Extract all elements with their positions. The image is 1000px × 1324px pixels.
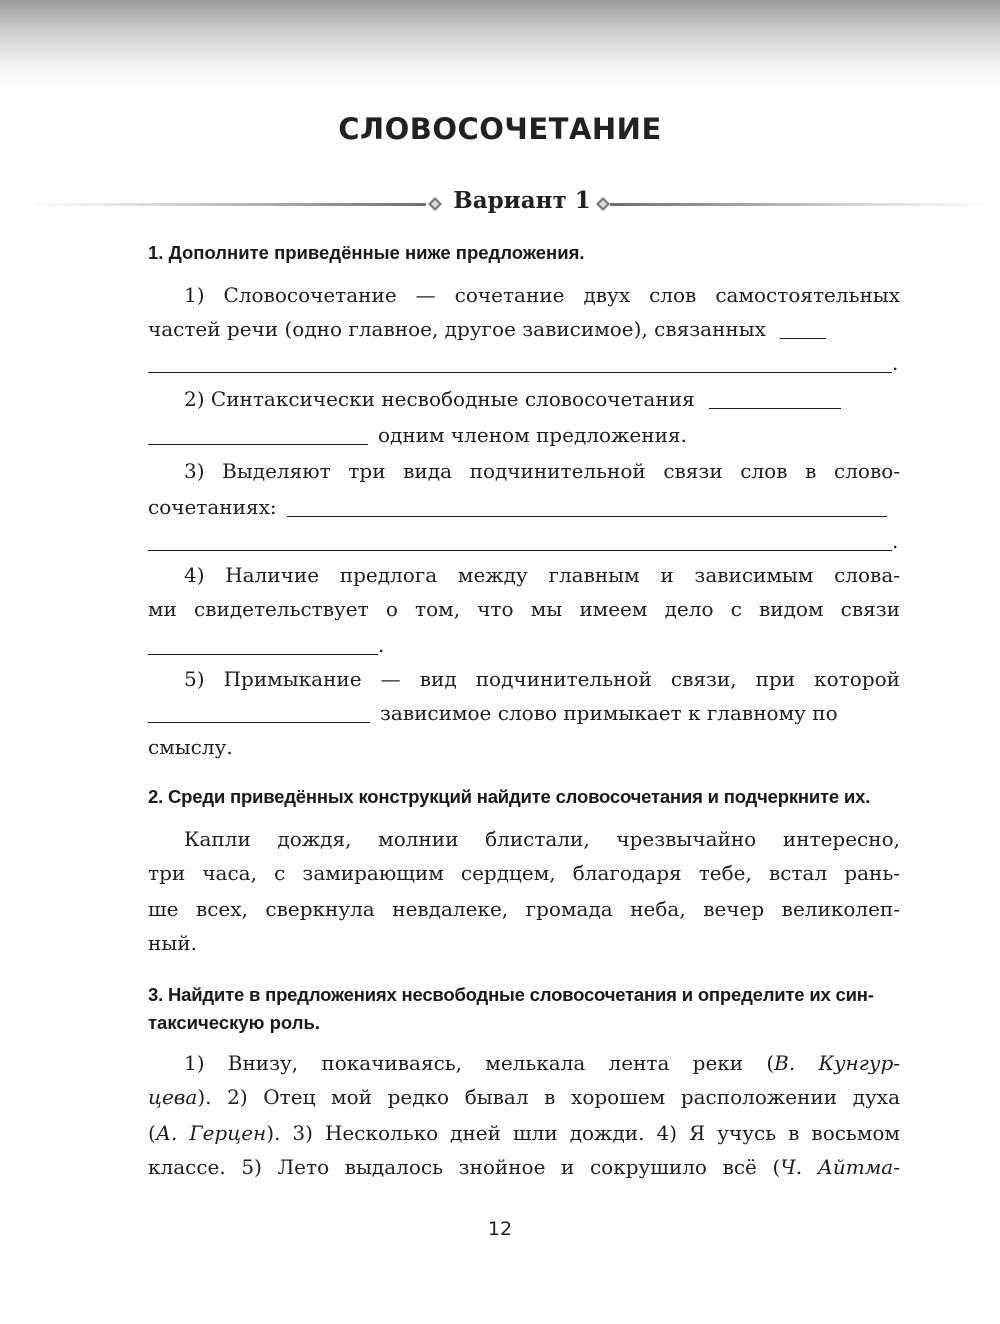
- task-3-text: (: [148, 1121, 156, 1145]
- task-3-text: 1) Внизу, покачиваясь, мелькала лента реки (: [184, 1051, 775, 1075]
- answer-blank[interactable]: [148, 549, 892, 551]
- task-1-line: ми свидетельствует о том, что мы имеем дело с видом связи: [148, 597, 900, 621]
- task-1-text: зависимое слово примыкает к главному по: [380, 701, 838, 725]
- task-1-instruction: 1. Дополните приведённые ниже предложения.: [148, 242, 585, 263]
- task-1-line: [148, 524, 900, 558]
- task-3-text: классе. 5) Лето выдалось знойное и сокрушило всё (: [148, 1155, 781, 1179]
- answer-blank[interactable]: [148, 721, 370, 723]
- task-2-line: ный.: [148, 931, 197, 955]
- task-2-line: три часа, с замирающим сердцем, благодаря тебе, встал рань-: [148, 861, 900, 885]
- task-1-line: [148, 312, 900, 346]
- variant-rule-left: [30, 203, 426, 206]
- task-1-line: 5) Примыкание — вид подчинительной связи, при которой: [184, 667, 900, 691]
- task-3-text: ). 3) Несколько дней шли дожди. 4) Я учусь в восьмом: [266, 1121, 900, 1145]
- answer-blank[interactable]: [148, 443, 368, 445]
- author-name: А. Герцен: [155, 1121, 267, 1145]
- task-1-text: .: [892, 529, 899, 553]
- task-3-line: [148, 1150, 900, 1184]
- task-3-text: ). 2) Отец мой редко бывал в хорошем расположении духа: [197, 1085, 900, 1109]
- author-name: Ч. Айтма-: [780, 1155, 900, 1179]
- answer-blank[interactable]: [709, 407, 841, 409]
- task-1-line: 4) Наличие предлога между главным и зависимым слова-: [184, 563, 900, 587]
- task-1-text: сочетаниях:: [148, 495, 277, 519]
- task-3-line: [148, 1080, 900, 1114]
- task-1-line: [148, 696, 900, 730]
- task-3-instruction: 3. Найдите в предложениях несвободные словосочетания и определите их син-: [148, 984, 874, 1005]
- variant-header: [0, 186, 1000, 222]
- task-1-text: одним членом предложения.: [378, 423, 687, 447]
- task-1-line: [148, 628, 900, 662]
- task-1-line: смыслу.: [148, 735, 233, 759]
- diamond-ornament-icon: [596, 197, 610, 211]
- answer-blank[interactable]: [780, 337, 826, 339]
- diamond-ornament-icon: [428, 197, 442, 211]
- variant-rule-right: [610, 203, 990, 206]
- task-2-line: Капли дождя, молнии блистали, чрезвычайно интересно,: [184, 827, 900, 851]
- task-1-line: [148, 490, 900, 524]
- page-number: 12: [487, 1218, 513, 1240]
- task-1-text: .: [378, 633, 385, 657]
- task-1-text: .: [892, 351, 899, 375]
- task-3-line: [148, 1046, 900, 1080]
- answer-blank[interactable]: [148, 371, 892, 373]
- page-title: СЛОВОСОЧЕТАНИЕ: [338, 112, 662, 146]
- author-name: В. Кунгур-: [774, 1051, 900, 1075]
- task-1-text: 2) Синтаксически несвободные словосочетания: [184, 387, 695, 411]
- task-1-line: [148, 382, 900, 416]
- task-3-instruction: таксическую роль.: [148, 1012, 320, 1033]
- variant-label: Вариант 1: [453, 187, 591, 214]
- task-1-line: [148, 346, 900, 380]
- task-1-line: 1) Словосочетание — сочетание двух слов самостоятельных: [184, 283, 900, 307]
- task-3-line: [148, 1116, 900, 1150]
- answer-blank[interactable]: [287, 515, 887, 517]
- answer-blank[interactable]: [148, 653, 378, 655]
- task-1-text: частей речи (одно главное, другое зависимое), связанных: [148, 317, 766, 341]
- author-name: цева: [148, 1085, 198, 1109]
- task-2-instruction: 2. Среди приведённых конструкций найдите словосочетания и подчеркните их.: [148, 786, 871, 807]
- task-2-line: ше всех, сверкнула невдалеке, громада неба, вечер великолеп-: [148, 897, 900, 921]
- task-1-line: [148, 418, 900, 452]
- task-1-line: 3) Выделяют три вида подчинительной связи слов в слово-: [184, 459, 900, 483]
